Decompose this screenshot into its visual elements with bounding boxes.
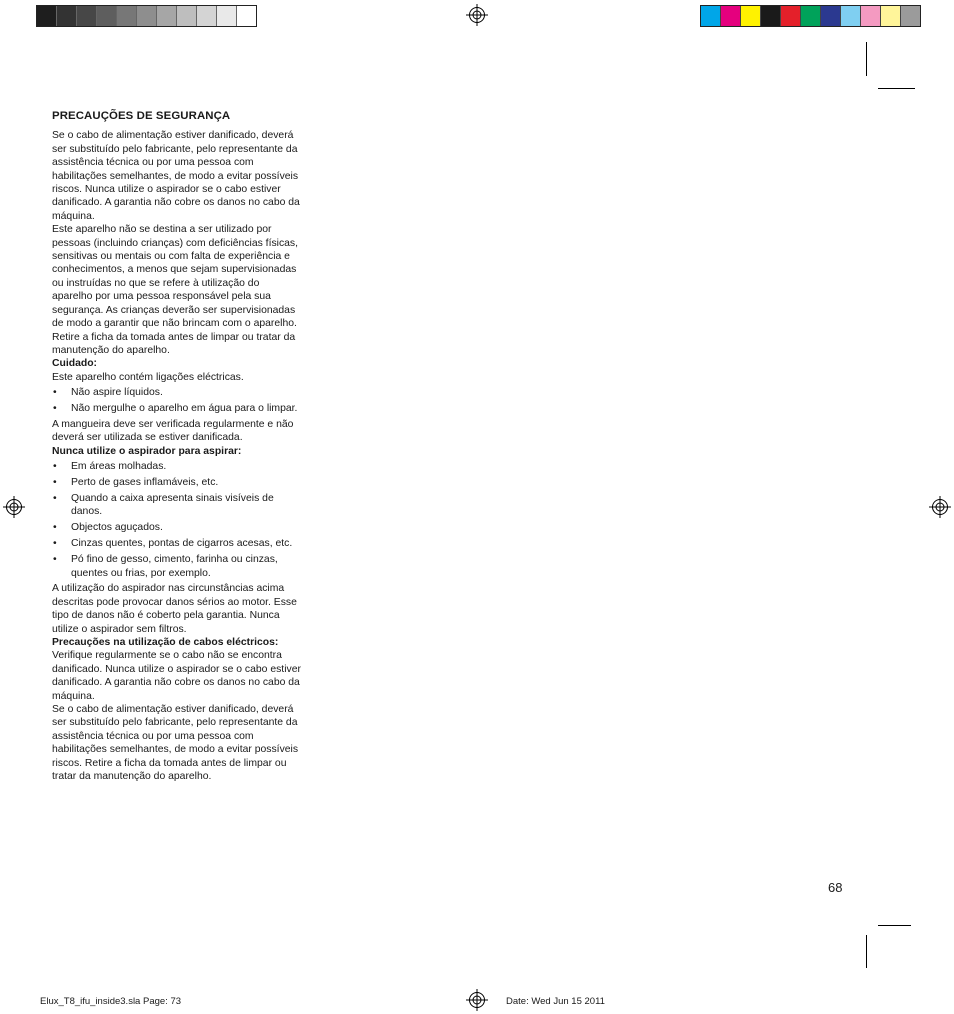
color-swatch <box>881 6 901 26</box>
color-swatch <box>217 6 237 26</box>
caution-text: Este aparelho contém ligações eléctricas. <box>52 371 244 383</box>
page-number: 68 <box>828 880 843 895</box>
cable-precautions-label: Precauções na utilização de cabos eléctricos: <box>52 637 279 649</box>
registration-mark-icon <box>466 989 488 1011</box>
list-item: • Não aspire líquidos. <box>53 387 163 399</box>
never-use-label: Nunca utilize o aspirador para aspirar: <box>52 445 242 457</box>
paragraph-cable-replacement: Se o cabo de alimentação estiver danificado, deverá ser substituído pelo fabricante, pelo representante da assistência técnica ou por uma pessoa com habilitações semelhantes, de modo a evitar possíveis riscos. Retire a ficha da tomada antes de limpar ou tratar da manutenção do aparelho. <box>52 704 299 783</box>
color-swatch <box>761 6 781 26</box>
list-item: • Perto de gases inflamáveis, etc. <box>53 477 219 489</box>
color-swatch <box>901 6 920 26</box>
color-swatch <box>861 6 881 26</box>
footer-file-info: Elux_T8_ifu_inside3.sla Page: 73 <box>40 996 182 1007</box>
list-item: • Cinzas quentes, pontas de cigarros acesas, etc. <box>53 538 293 550</box>
crop-mark <box>878 925 911 926</box>
safety-precautions-section <box>52 110 302 784</box>
paragraph-hose: A mangueira deve ser verificada regularmente e não deverá ser utilizada se estiver danificada. <box>52 418 294 444</box>
list-item: • Não mergulhe o aparelho em água para o limpar. <box>53 403 298 415</box>
crop-mark <box>866 935 867 968</box>
paragraph-cable-check: Verifique regularmente se o cabo não se encontra danificado. Nunca utilize o aspirador se o cabo estiver danificado. A garantia não cobre os danos no cabo da máquina. <box>52 650 301 702</box>
grayscale-calibration-bar <box>36 5 257 27</box>
paragraph-usage-damage: A utilização do aspirador nas circunstâncias acima descritas pode provocar danos sérios ao motor. Esse tipo de danos não é coberto pela garantia. Nunca utilize o aspirador sem filtros. <box>52 583 297 635</box>
never-use-list <box>52 460 302 580</box>
crop-mark <box>866 42 867 76</box>
caution-label: Cuidado: <box>52 358 98 370</box>
section-heading: PRECAUÇÕES DE SEGURANÇA <box>52 110 231 122</box>
footer-date: Date: Wed Jun 15 2011 <box>506 996 605 1007</box>
color-swatch <box>841 6 861 26</box>
color-swatch <box>701 6 721 26</box>
list-item: • Em áreas molhadas. <box>53 461 167 473</box>
color-calibration-bar <box>700 5 921 27</box>
color-swatch <box>37 6 57 26</box>
color-swatch <box>157 6 177 26</box>
color-swatch <box>237 6 256 26</box>
list-item: • Objectos aguçados. <box>53 522 163 534</box>
color-swatch <box>57 6 77 26</box>
color-swatch <box>177 6 197 26</box>
color-swatch <box>741 6 761 26</box>
color-swatch <box>821 6 841 26</box>
list-item: • Quando a caixa apresenta sinais visíveis de danos. <box>53 492 274 518</box>
registration-mark-icon <box>466 4 488 26</box>
color-swatch <box>781 6 801 26</box>
crop-mark <box>878 88 915 89</box>
paragraph-supervision: Este aparelho não se destina a ser utilizado por pessoas (incluindo crianças) com deficiências físicas, sensitivas ou mentais ou com falta de experiência e conhecimentos, a menos que sejam supervisionadas ou instruídas no que se refere à utilização do aparelho por uma pessoa responsável pela sua segurança. As crianças deverão ser supervisionadas de modo a garantir que não brincam com o aparelho. <box>52 224 299 330</box>
paragraph-unplug: Retire a ficha da tomada antes de limpar ou tratar da manutenção do aparelho. <box>52 331 296 356</box>
list-item: • Pó fino de gesso, cimento, farinha ou cinzas, quentes ou frias, por exemplo. <box>53 554 278 579</box>
paragraph-cable-damage: Se o cabo de alimentação estiver danificado, deverá ser substituído pelo fabricante, pelo representante da assistência técnica ou por uma pessoa com habilitações semelhantes, de modo a evitar possíveis riscos. Nunca utilize o aspirador se o cabo estiver danificado. A garantia não cobre os danos no cabo da máquina. <box>52 130 300 222</box>
color-swatch <box>137 6 157 26</box>
color-swatch <box>197 6 217 26</box>
color-swatch <box>77 6 97 26</box>
caution-list <box>52 386 302 415</box>
color-swatch <box>117 6 137 26</box>
color-swatch <box>721 6 741 26</box>
registration-mark-icon <box>3 496 25 518</box>
color-swatch <box>97 6 117 26</box>
color-swatch <box>801 6 821 26</box>
registration-mark-icon <box>929 496 951 518</box>
